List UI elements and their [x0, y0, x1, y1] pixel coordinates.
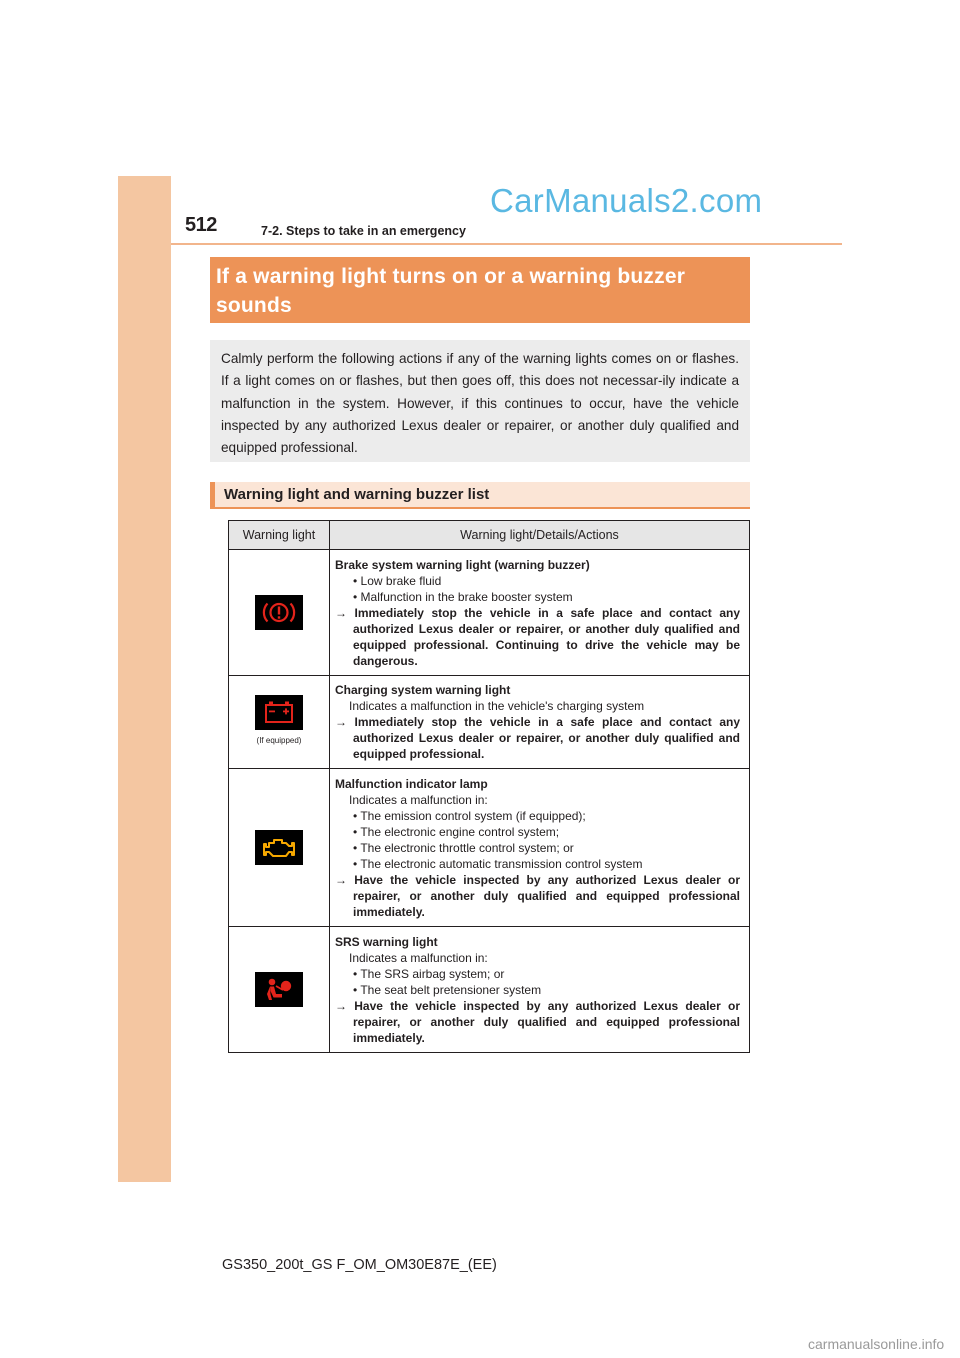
- battery-charging-icon: [255, 695, 303, 730]
- footer-code: GS350_200t_GS F_OM_OM30E87E_(EE): [222, 1257, 497, 1273]
- column-header: Warning light: [229, 521, 330, 550]
- title-banner: [210, 257, 750, 323]
- detail-text: Indicates a malfunction in:: [349, 950, 488, 965]
- detail-bullet: • The emission control system (if equipped);: [353, 808, 586, 823]
- warning-title: SRS warning light: [335, 934, 438, 949]
- detail-text: Indicates a malfunction in:: [349, 792, 488, 807]
- warning-title: Brake system warning light (warning buzzer): [335, 557, 590, 572]
- brake-warning-icon: [255, 595, 303, 630]
- subheading-bar: [210, 482, 750, 509]
- warning-title: Malfunction indicator lamp: [335, 776, 488, 791]
- icon-cell: [229, 927, 330, 1053]
- page-number: 512: [185, 214, 217, 236]
- icon-cell: [229, 676, 330, 769]
- table-row: [229, 927, 750, 1053]
- detail-bullet: • The electronic throttle control system; or: [353, 840, 574, 855]
- equipment-note: (If equipped): [256, 736, 302, 745]
- icon-cell: [229, 769, 330, 927]
- table-row: [229, 769, 750, 927]
- detail-text: Indicates a malfunction in the vehicle's charging system: [349, 699, 645, 713]
- detail-bullet: • The seat belt pretensioner system: [353, 982, 542, 997]
- watermark-logo: CarManuals2.com: [490, 182, 763, 219]
- column-header: Warning light/Details/Actions: [330, 521, 750, 550]
- engine-check-icon: [255, 830, 303, 865]
- side-tab-bar: [118, 176, 171, 1182]
- detail-bullet: • Malfunction in the brake booster system: [353, 589, 573, 604]
- table-row: [229, 676, 750, 769]
- warning-title: Charging system warning light: [335, 683, 511, 697]
- action-text: → Have the vehicle inspected by any authorized Lexus dealer or repairer, or another duly qualified and equipped professional immediately.: [335, 872, 740, 919]
- intro-text: Calmly perform the following actions if any of the warning lights comes on or flashes. If a light comes on or flashes, but then goes off, this does not necessar-ily indicate a malfunction in the system. However, if this continues to occur, have the vehicle inspected by any authorized Lexus dealer or repairer, or another duly qualified and equipped professional.: [221, 351, 739, 456]
- detail-bullet: • The electronic automatic transmission control system: [353, 856, 643, 871]
- description-cell: [330, 550, 750, 676]
- detail-bullet: • Low brake fluid: [353, 573, 442, 588]
- description-cell: [330, 769, 750, 927]
- header-divider: [171, 243, 842, 245]
- table-row: [229, 550, 750, 676]
- action-text: → Immediately stop the vehicle in a safe place and contact any authorized Lexus dealer or repairer, or another duly qualified and equipped professional. Continuing to drive the vehicle may be dangerous.: [335, 605, 741, 668]
- intro-box: [210, 340, 750, 462]
- table-header-row: [229, 521, 750, 550]
- description-cell: [330, 927, 750, 1053]
- icon-cell: [229, 550, 330, 676]
- action-text: → Have the vehicle inspected by any authorized Lexus dealer or repairer, or another duly qualified and equipped professional immediately.: [335, 998, 740, 1045]
- detail-bullet: • The electronic engine control system;: [353, 824, 560, 839]
- detail-bullet: • The SRS airbag system; or: [353, 966, 505, 981]
- footer-watermark: carmanualsonline.info: [808, 1336, 945, 1352]
- subheading: Warning light and warning buzzer list: [224, 486, 490, 503]
- description-cell: [330, 676, 750, 769]
- page-title: If a warning light turns on or a warning buzzer sounds: [216, 265, 686, 317]
- srs-airbag-icon: [255, 972, 303, 1007]
- action-text: → Immediately stop the vehicle in a safe place and contact any authorized Lexus dealer or repairer, or another duly qualified and equipped professional.: [335, 715, 741, 761]
- warning-light-table: [228, 520, 750, 1053]
- section-title: 7-2. Steps to take in an emergency: [261, 224, 466, 238]
